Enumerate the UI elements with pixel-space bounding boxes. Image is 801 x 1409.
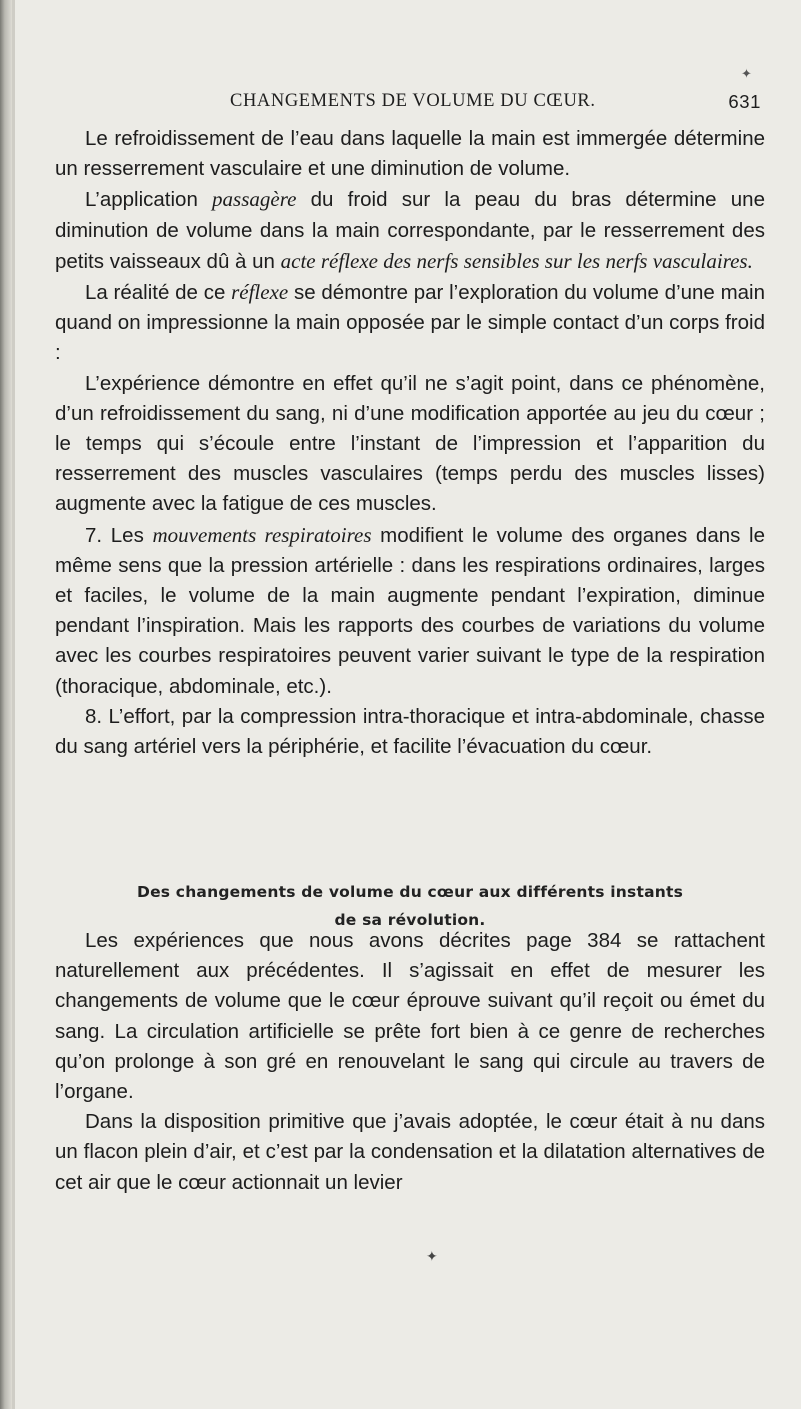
text-run: Le refroidissement de l’eau dans laquelle la main est immergée détermine un resserrement vasculaire et une diminution de volume.	[55, 127, 765, 181]
paragraph	[55, 520, 765, 702]
book-spine-edge	[12, 0, 15, 1409]
text-run: L’application	[85, 188, 213, 212]
text-run: du froid sur la peau du bras détermine une diminution de volume dans la main correspondante, par le resserrement des petits vaisseaux dû à un	[55, 188, 765, 273]
text-run: La réalité de ce	[85, 281, 232, 305]
running-title: CHANGEMENTS DE VOLUME DU CŒUR.	[230, 91, 596, 111]
printer-mark-bottom: ✦	[426, 1250, 438, 1265]
italic-text: mouvements respiratoires	[152, 522, 372, 547]
main-text	[55, 124, 765, 762]
section-text	[55, 926, 765, 1198]
paragraph	[55, 369, 765, 520]
text-run: 8. L’effort, par la compression intra-thoracique et intra-abdominale, chasse du sang artériel vers la périphérie, et facilite l’évacuation du cœur.	[55, 704, 765, 759]
text-run: 7. Les	[85, 523, 153, 547]
paragraph	[55, 124, 765, 184]
section-heading-line-1: Des changements de volume du cœur aux différents instants	[137, 883, 683, 901]
paragraph	[55, 702, 765, 762]
paragraph	[55, 277, 765, 369]
page-number: 631	[728, 91, 761, 112]
text-run: Les expériences que nous avons décrites page 384 se rattachent naturellement aux précédentes. Il s’agissait en effet de mesurer les changements de volume que le cœur éprouve suivant qu’il reçoit ou émet du sang. La circulation artificielle se prête fort bien à ce genre de recherches qu’on prolonge à son gré en renouvelant le sang qui circule au travers de l’organe.	[55, 929, 765, 1104]
text-run: se démontre par l’exploration du volume d’une main quand on impressionne la main opposée par le simple contact d’un corps froid :	[55, 281, 766, 365]
running-header	[55, 91, 761, 119]
printer-mark-top: ✦	[741, 66, 752, 81]
paragraph	[55, 184, 765, 277]
section-heading-line-2: de sa révolution.	[334, 911, 486, 929]
text-run: modifient le volume des organes dans le même sens que la pression artérielle : dans les respirations ordinaires, larges et faciles, le volume de la main augmente pendant l’expiration, diminue pendant l’inspiration. Mais les rapports des courbes de variations du volume avec les courbes respiratoires peuvent varier suivant le type de la respiration (thoracique, abdominale, etc.).	[55, 523, 766, 698]
italic-text: réflexe	[231, 280, 289, 305]
italic-text: passagère	[212, 187, 297, 212]
book-spine-shadow	[0, 0, 12, 1409]
paragraph	[55, 926, 765, 1107]
italic-text: acte réflexe des nerfs sensibles sur les nerfs vasculaires.	[280, 248, 753, 273]
text-run: L’expérience démontre en effet qu’il ne s’agit point, dans ce phénomène, d’un refroidissement du sang, ni d’une modification apportée au jeu du cœur ; le temps qui s’écoule entre l’instant de l’impression et l’apparition du resserrement des muscles vasculaires (temps perdu des muscles lisses) augmente avec la fatigue de ces muscles.	[55, 371, 765, 516]
paragraph	[55, 1107, 765, 1198]
text-run: Dans la disposition primitive que j’avais adoptée, le cœur était à nu dans un flacon plein d’air, et c’est par la condensation et la dilatation alternatives de cet air que le cœur actionnait un levier	[55, 1110, 765, 1194]
